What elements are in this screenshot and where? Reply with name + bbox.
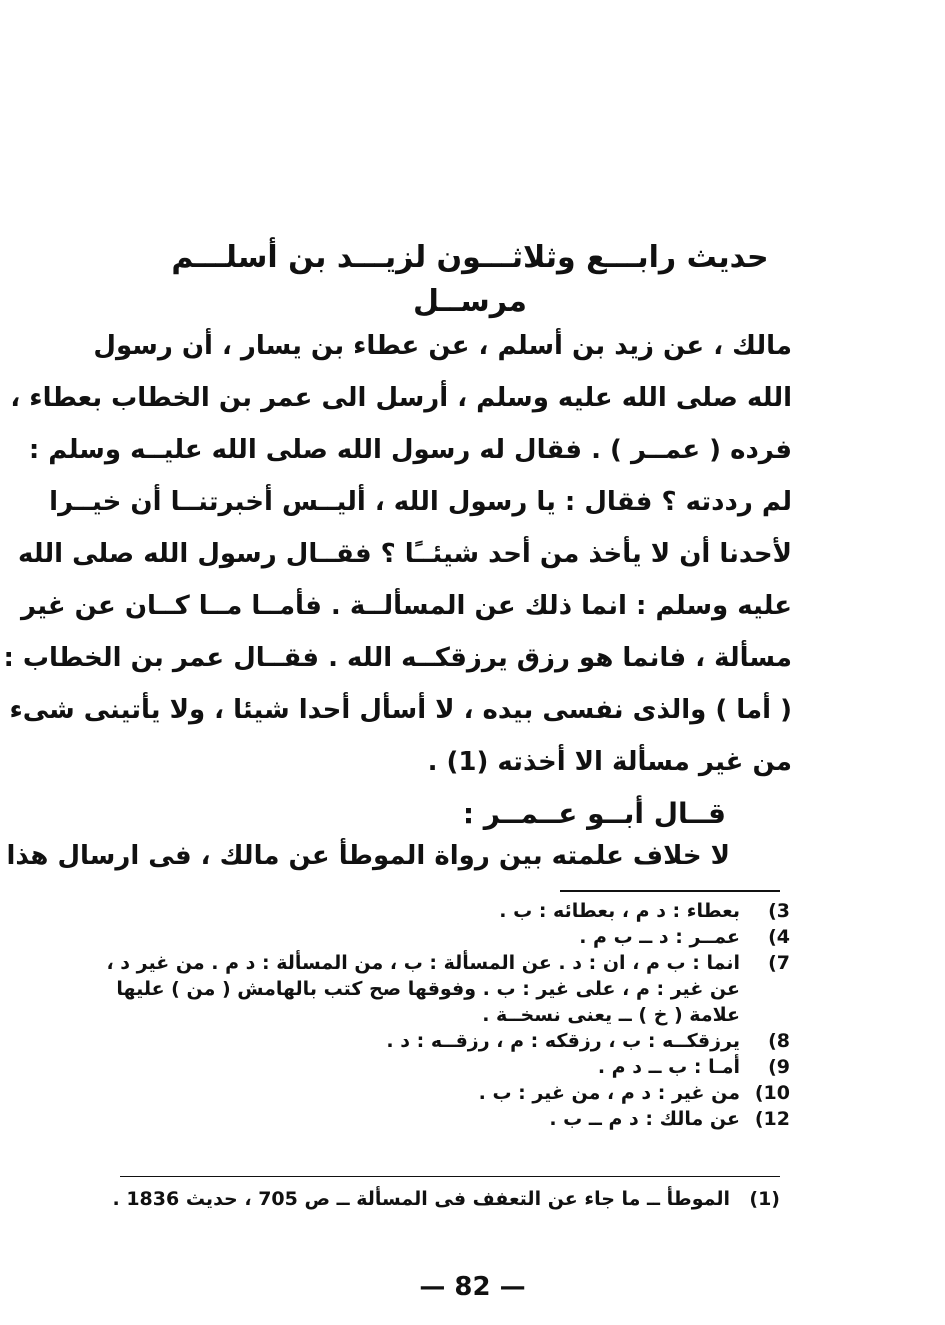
footnote-text: الموطأ ــ ما جاء عن التعفف فى المسألة ــ ص 705 ، حديث 1836 . <box>112 1188 730 1210</box>
hadith-text <box>3 320 792 788</box>
footnote-divider <box>120 1176 780 1177</box>
note-item <box>100 1080 790 1106</box>
note-number: (3 <box>768 900 790 922</box>
footnote-number: (1) <box>749 1188 780 1210</box>
note-item <box>100 950 790 1028</box>
note-text: من غير : د م ، من غير : ب . <box>478 1082 740 1104</box>
note-number: (4 <box>768 926 790 948</box>
note-item <box>100 1028 790 1054</box>
note-item <box>100 924 790 950</box>
note-number: (9 <box>768 1056 790 1078</box>
commentary-text: لا خلاف علمته بين رواة الموطأ عن مالك ، فى ارسال هذا <box>6 841 730 871</box>
text-line: عليه وسلم : انما ذلك عن المسألــة . فأمــا مــا كــان عن غير <box>21 591 792 621</box>
text-line: مسألة ، فانما هو رزق يرزقكــه الله . فقــال عمر بن الخطاب : <box>3 643 792 673</box>
text-line: لأحدنا أن لا يأخذ من أحد شيئــًا ؟ فقــال رسول الله صلى الله <box>18 539 792 569</box>
commentary-heading: قــال أبــو عــمــر : <box>462 797 726 830</box>
text-line: الله صلى الله عليه وسلم ، أرسل الى عمر بن الخطاب بعطاء ، <box>10 383 792 413</box>
note-number: (10 <box>754 1082 790 1104</box>
note-item <box>100 1054 790 1080</box>
text-line: لم رددته ؟ فقال : يا رسول الله ، أليــس أخبرتنــا أن خيــرا <box>49 487 792 517</box>
note-text: عن مالك : د م ــ ب . <box>549 1108 740 1130</box>
text-line: فرده ( عمــر ) . فقال له رسول الله صلى الله عليــه وسلم : <box>28 435 792 465</box>
note-text: يرزقكــه : ب ، رزقكه : م ، رزقــه : د . <box>386 1030 740 1052</box>
source-footnote <box>90 1184 780 1214</box>
text-line: من غير مسألة الا أخذته (1) . <box>427 747 792 777</box>
notes-divider <box>560 890 780 892</box>
note-item <box>100 1106 790 1132</box>
note-text: انما : ب م ، ان : د . عن المسألة : ب ، من المسألة : د م . من غير د ، عن غير : م ، على غير : ب . وفوقها صح كتب بالهامش ( من ) عليها علامة ( خ ) ــ يعنى نسخــة . <box>106 952 740 1026</box>
note-text: أمـا : ب ــ د م . <box>597 1056 740 1078</box>
note-text: بعطاء : د م ، بعطائه : ب . <box>499 900 740 922</box>
note-text: عمــر : د ــ ب م . <box>579 926 740 948</box>
page-number: — 82 — <box>419 1272 526 1302</box>
variant-notes <box>100 898 790 1132</box>
text-line: مالك ، عن زيد بن أسلم ، عن عطاء بن يسار ، أن رسول <box>93 331 792 361</box>
note-number: (7 <box>768 952 790 974</box>
note-number: (8 <box>768 1030 790 1052</box>
text-line: ( أما ) والذى نفسى بيده ، لا أسأل أحدا شيئا ، ولا يأتينى شىء <box>9 695 792 725</box>
note-number: (12 <box>754 1108 790 1130</box>
hadith-title: حديث رابـــع وثلاثـــون لزيـــد بن أسلـــم مرســل <box>171 240 769 319</box>
note-item <box>100 898 790 924</box>
